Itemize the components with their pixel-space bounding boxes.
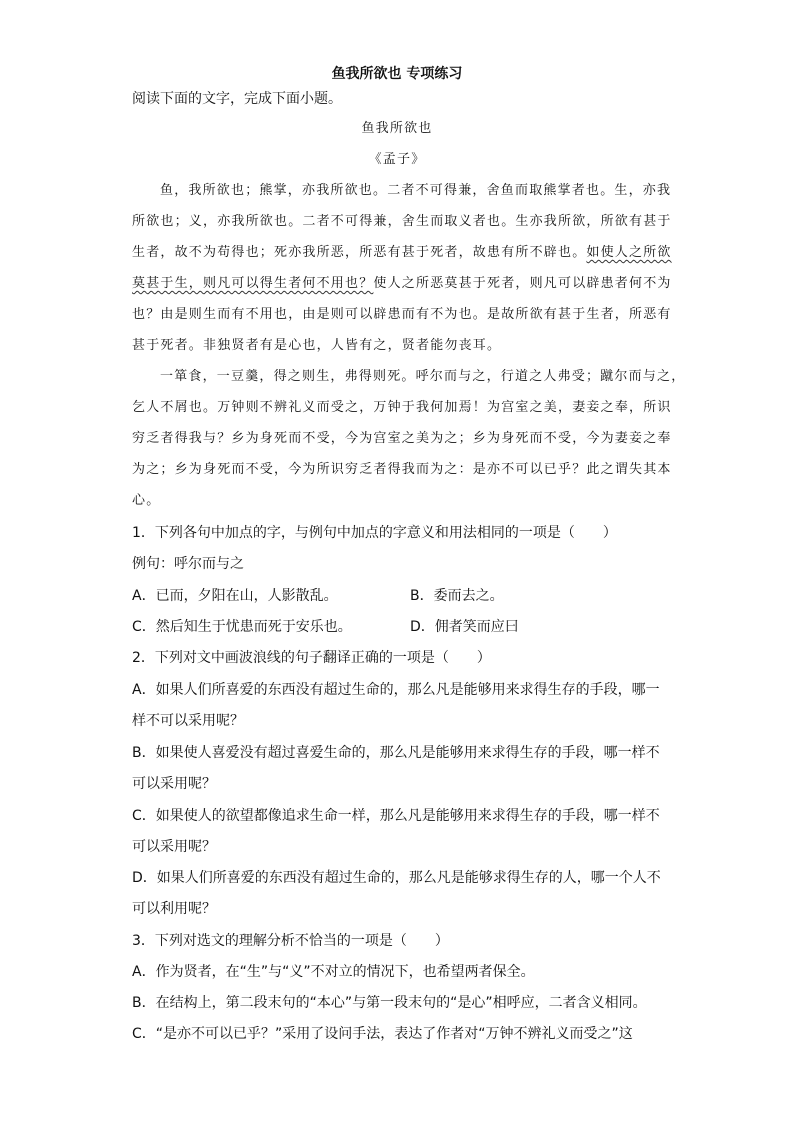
passage-line: 心。: [132, 493, 161, 508]
question-1-option-d: D．佣者笑而应曰: [410, 619, 519, 635]
question-2-option-b: B．如果使人喜爱没有超过喜爱生命的，那么凡是能够用来求得生存的手段，哪一样不: [132, 745, 660, 761]
wavy-underlined-sentence: [132, 276, 373, 291]
question-1-option-c: C．然后知生于忧患而死于安乐也。: [132, 619, 352, 635]
question-2-option-a-cont: 样不可以采用呢？: [132, 713, 244, 729]
question-1-option-b: B．委而去之。: [410, 588, 504, 604]
passage-author: 《孟子》: [368, 152, 426, 167]
passage-line: 乞人不屑也。万钟则不辨礼义而受之，万钟于我何加焉！为宫室之美，妻妾之奉，所识: [132, 400, 672, 415]
passage-line: [132, 243, 672, 263]
wavy-text: 甚于生，则凡可以得生者何不用也？: [146, 276, 374, 291]
passage-line: 鱼，我所欲也；熊掌，亦我所欲也。二者不可得兼，舍鱼而取熊掌者也。生，亦我: [160, 183, 672, 198]
question-2-option-a: A．如果人们所喜爱的东西没有超过生命的，那么凡是能够用来求得生存的手段，哪一: [132, 682, 660, 698]
wavy-text: 莫: [132, 276, 147, 291]
question-1-example: 例句：呼尔而与之: [132, 556, 244, 572]
question-1-option-a: A．已而，夕阳在山，人影散乱。: [132, 588, 338, 604]
question-2-option-c: C．如果使人的欲望都像追求生命一样，那么凡是能够用来求得生存的手段，哪一样不: [132, 808, 660, 824]
passage-line: 一箪食，一豆羹，得之则生，弗得则死。呼尔而与之，行道之人弗受；蹴尔而与之，: [160, 369, 686, 384]
passage-line: 为之；乡为身死而不受，今为所识穷乏者得我而为之：是亦不可以已乎？此之谓失其本: [132, 462, 672, 477]
passage-line: 甚于死者。非独贤者有是心也，人皆有之，贤者能勿丧耳。: [132, 338, 502, 353]
question-3-option-c: C．“是亦不可以已乎？”采用了设问手法，表达了作者对“万钟不辨礼义而受之”这: [132, 1026, 633, 1042]
passage-line: 也？由是则生而有不用也，由是则可以辟患而有不为也。是故所欲有甚于生者，所恶有: [132, 307, 672, 322]
instruction-text: 阅读下面的文字，完成下面小题。: [132, 91, 342, 107]
question-2-stem: 2．下列对文中画波浪线的句子翻译正确的一项是（ ）: [132, 650, 491, 666]
question-2-option-c-cont: 可以采用呢？: [132, 839, 216, 855]
passage-line: [132, 274, 672, 294]
passage-line-text: 使人之所恶莫甚于死者，则凡可以辟患者何不为: [373, 276, 672, 291]
wavy-underlined-sentence: 如使人之所欲: [586, 245, 672, 260]
passage-line-text: 生者，故不为苟得也；死亦我所恶，所恶有甚于死者，故患有所不辟也。: [132, 245, 587, 260]
document-title: 鱼我所欲也 专项练习: [331, 66, 463, 82]
question-3-option-b: B．在结构上，第二段末句的“本心”与第一段末句的“是心”相呼应，二者含义相同。: [132, 995, 647, 1011]
passage-line: 穷乏者得我与？乡为身死而不受，今为宫室之美为之；乡为身死而不受，今为妻妾之奉: [132, 431, 672, 446]
passage-line: 所欲也；义，亦我所欲也。二者不可得兼，舍生而取义者也。生亦我所欲，所欲有甚于: [132, 214, 672, 229]
question-2-option-d-cont: 可以利用呢？: [132, 901, 216, 917]
question-2-option-b-cont: 可以采用呢？: [132, 776, 216, 792]
question-1-stem: 1．下列各句中加点的字，与例句中加点的字意义和用法相同的一项是（ ）: [132, 525, 617, 541]
question-3-stem: 3．下列对选文的理解分析不恰当的一项是（ ）: [132, 933, 449, 949]
passage-title: 鱼我所欲也: [361, 121, 433, 136]
question-3-option-a: A．作为贤者，在“生”与“义”不对立的情况下，也希望两者保全。: [132, 964, 535, 980]
question-2-option-d: D．如果人们所喜爱的东西没有超过生命的，那么凡是能够求得生存的人，哪一个人不: [132, 870, 661, 886]
